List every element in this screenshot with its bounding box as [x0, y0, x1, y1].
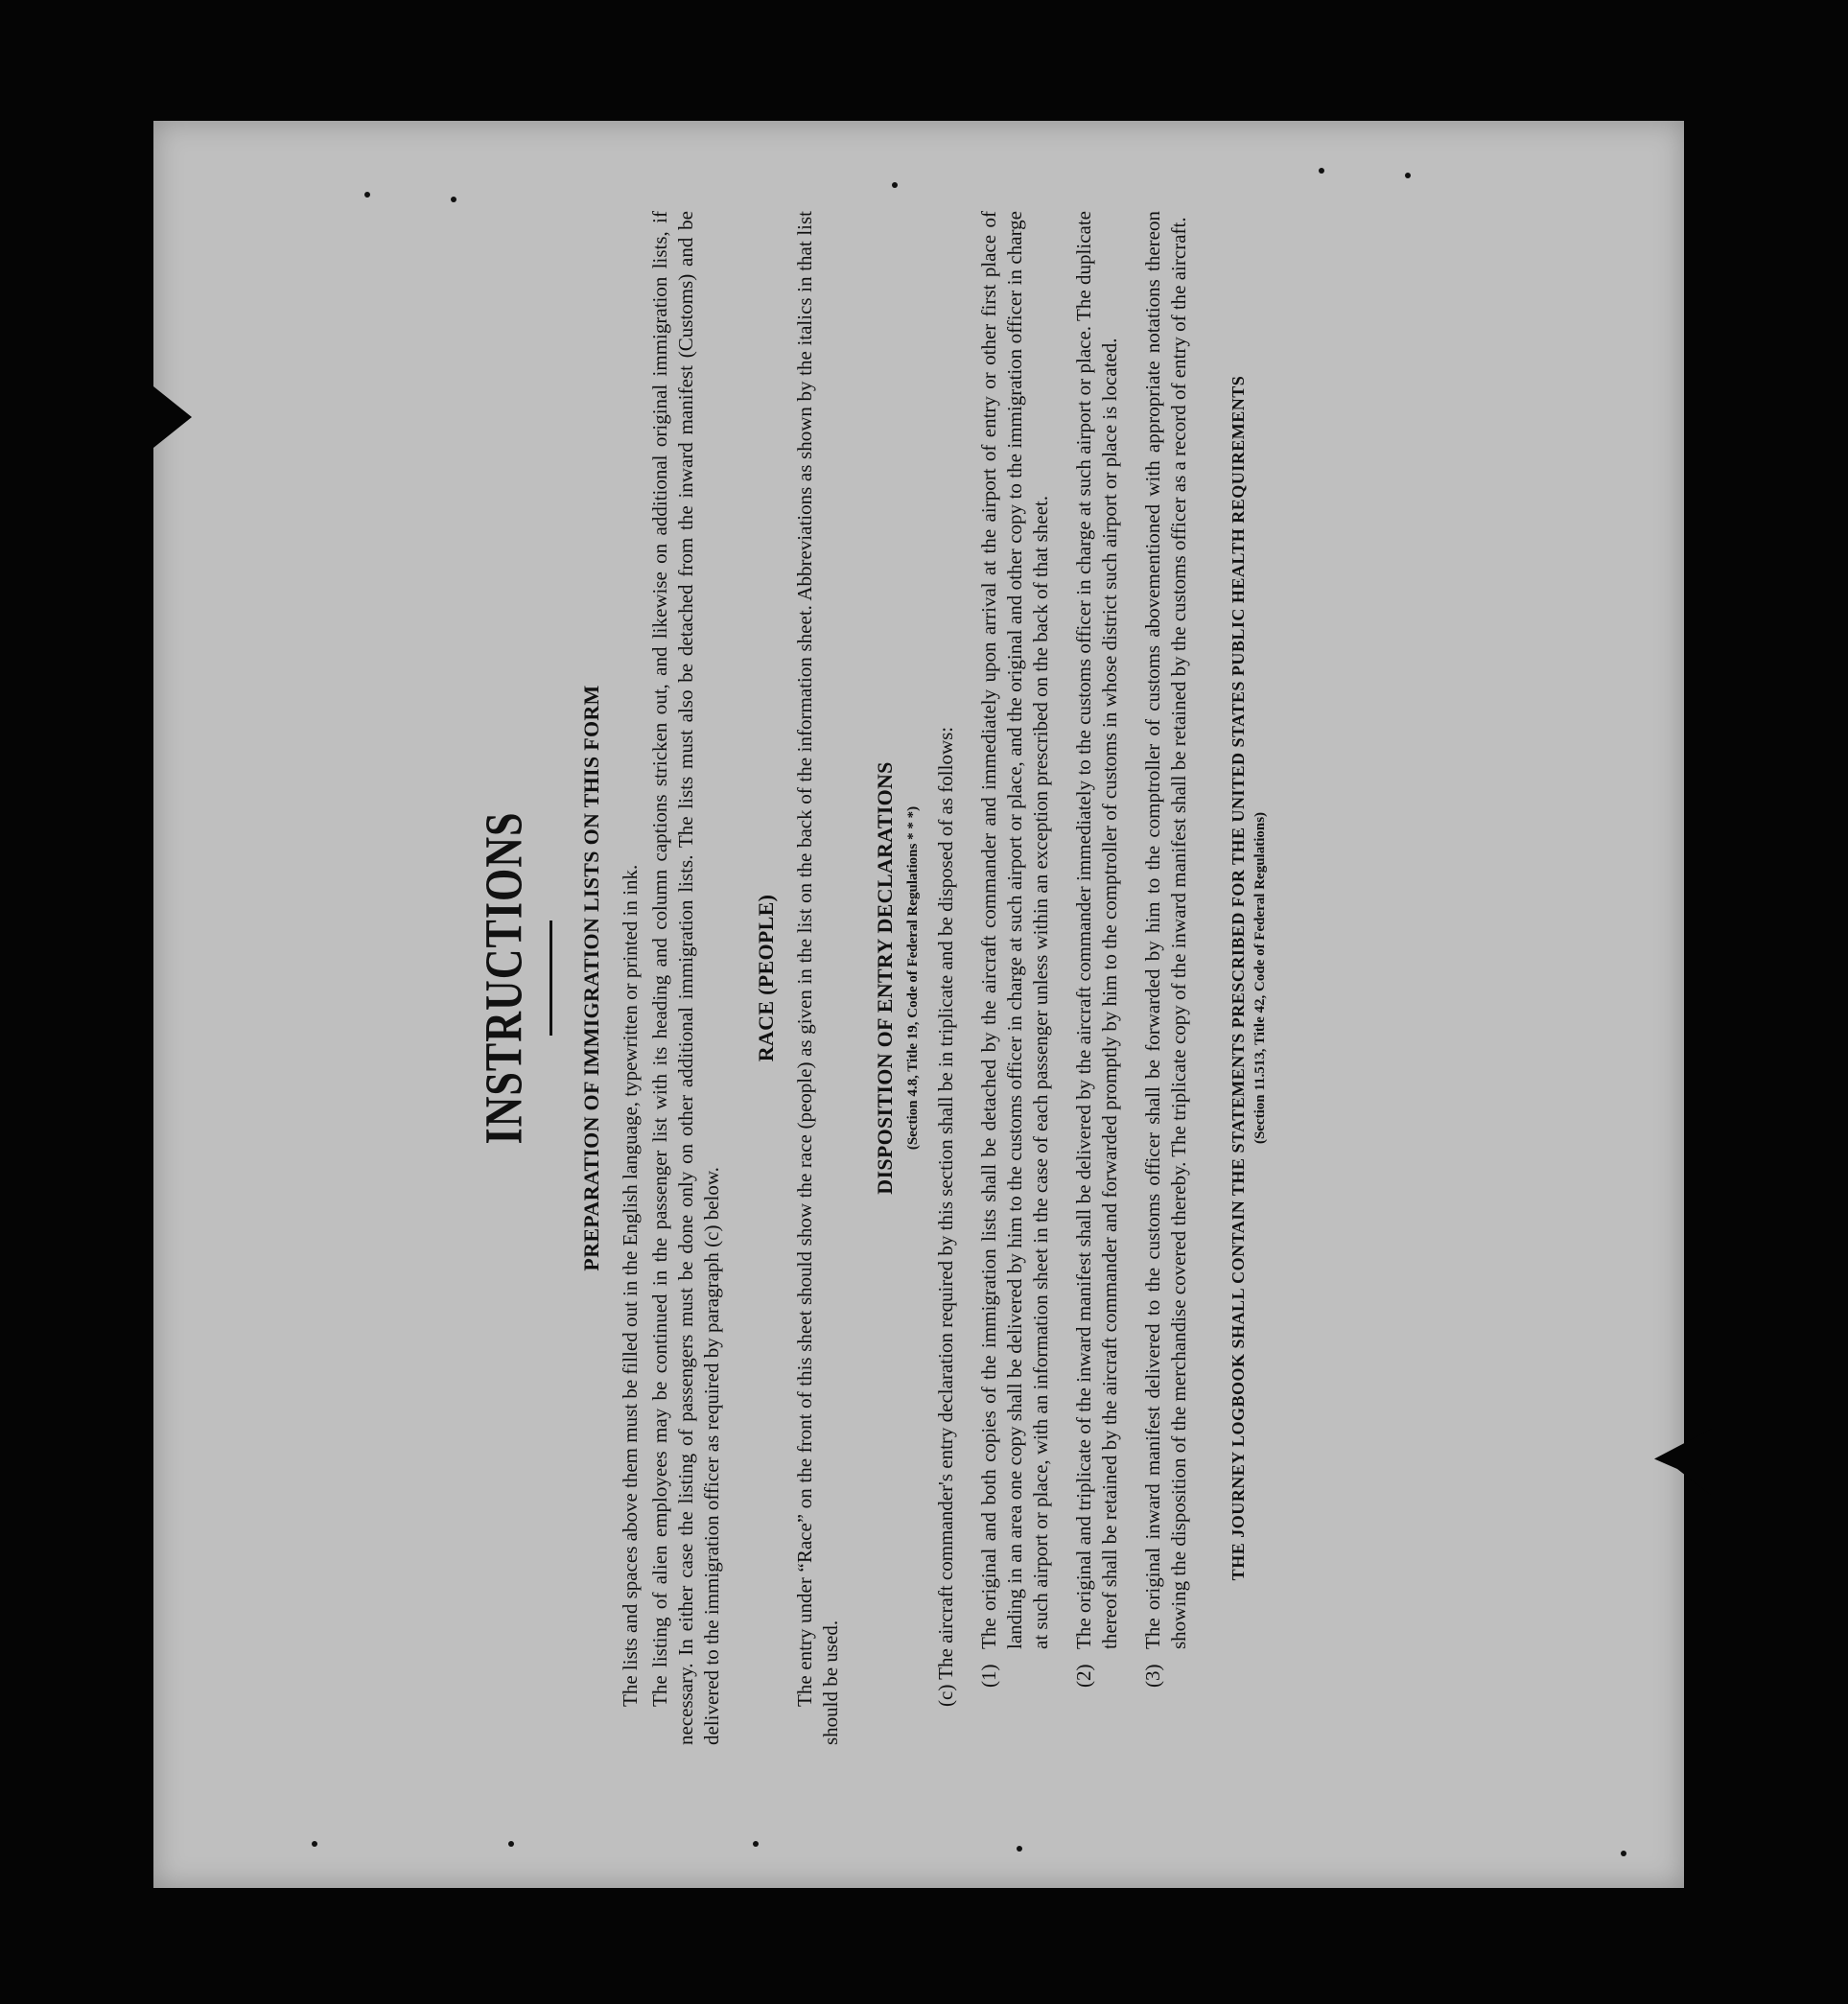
section-heading-disposition: DISPOSITION OF ENTRY DECLARATIONS [873, 761, 897, 1195]
list-item [1071, 211, 1123, 1688]
speck [508, 1841, 514, 1847]
paragraph: The entry under “Race” on the front of this sheet should show the race (people) as given in the list on the back of the information sheet. Abbreviations as shown by the italics in that list should be used. [793, 211, 842, 1745]
speck [312, 1841, 317, 1847]
speck [892, 182, 898, 188]
rotated-text-block [474, 211, 1848, 1803]
footer-text: THE JOURNEY LOGBOOK SHALL CONTAIN THE STATEMENTS PRESCRIBED FOR THE UNITED STATES PUBLIC HEALTH REQUIREMENTS [1228, 375, 1248, 1581]
section-heading-preparation: PREPARATION OF IMMIGRATION LISTS ON THIS FORM [579, 685, 603, 1271]
speck [1405, 173, 1411, 178]
section-citation: (Section 4.8, Title 19, Code of Federal Regulations * * *) [905, 805, 921, 1151]
speck [1621, 1851, 1626, 1856]
document-title: INSTRUCTIONS [474, 811, 534, 1145]
paragraph: (c) The aircraft commander's entry declaration required by this section shall be in triplicate and be disposed of as follows: [934, 726, 957, 1707]
item-number: (1) [977, 1664, 1000, 1688]
section-heading-race: RACE (PEOPLE) [754, 894, 778, 1062]
page-notch [144, 379, 192, 455]
title-rule [550, 920, 552, 1036]
item-text: The original inward manifest delivered to the customs officer shall be forwarded by him to the comptroller of customs abovementioned with appropriate notations thereon showing the disposition of the merchandise covered thereby. The triplicate copy of the inward manifest shall be retained by the customs officer as a record of entry of the aircraft. [1141, 211, 1190, 1649]
paragraph: The lists and spaces above them must be filled out in the English language, typewritten or printed in ink. [619, 864, 642, 1707]
speck [1017, 1846, 1022, 1852]
list-item [1140, 211, 1192, 1688]
speck [753, 1841, 759, 1847]
item-text: The original and triplicate of the inward manifest shall be delivered by the aircraft commander immediately to the customs officer in charge at such airport or place. The duplicate thereof shall be retained by the aircraft commander and forwarded promptly by him to the comptroller of customs in whose district such airport or place is located. [1072, 211, 1121, 1649]
item-number: (3) [1141, 1664, 1164, 1688]
speck [364, 192, 370, 198]
item-number: (2) [1072, 1664, 1095, 1688]
footer-citation: (Section 11.513, Title 42, Code of Federal Regulations) [1252, 811, 1268, 1145]
speck [451, 197, 456, 202]
item-text: The original and both copies of the immigration lists shall be detached by the aircraft commander and immediately upon arrival at the airport of entry or other first place of landing in an area one copy shall be delivered by him to the customs officer in charge at such airport or place, and the original and other copy to the immigration officer in charge at such airport or place, with an information sheet in the case of each passenger unless within an exception prescribed on the back of that sheet. [977, 211, 1052, 1649]
list-item [976, 211, 1054, 1688]
paragraph: The listing of alien employees may be continued in the passenger list with its heading and column captions stricken out, and likewise on additional original immigration lists, if necessary. In either case the listing of passengers must be done only on other additional immigration lists. The lists must also be detached from the inward manifest (Customs) and be delivered to the immigration officer as required by paragraph (c) below. [648, 211, 723, 1745]
speck [1319, 168, 1324, 174]
document-content [474, 211, 1269, 1745]
